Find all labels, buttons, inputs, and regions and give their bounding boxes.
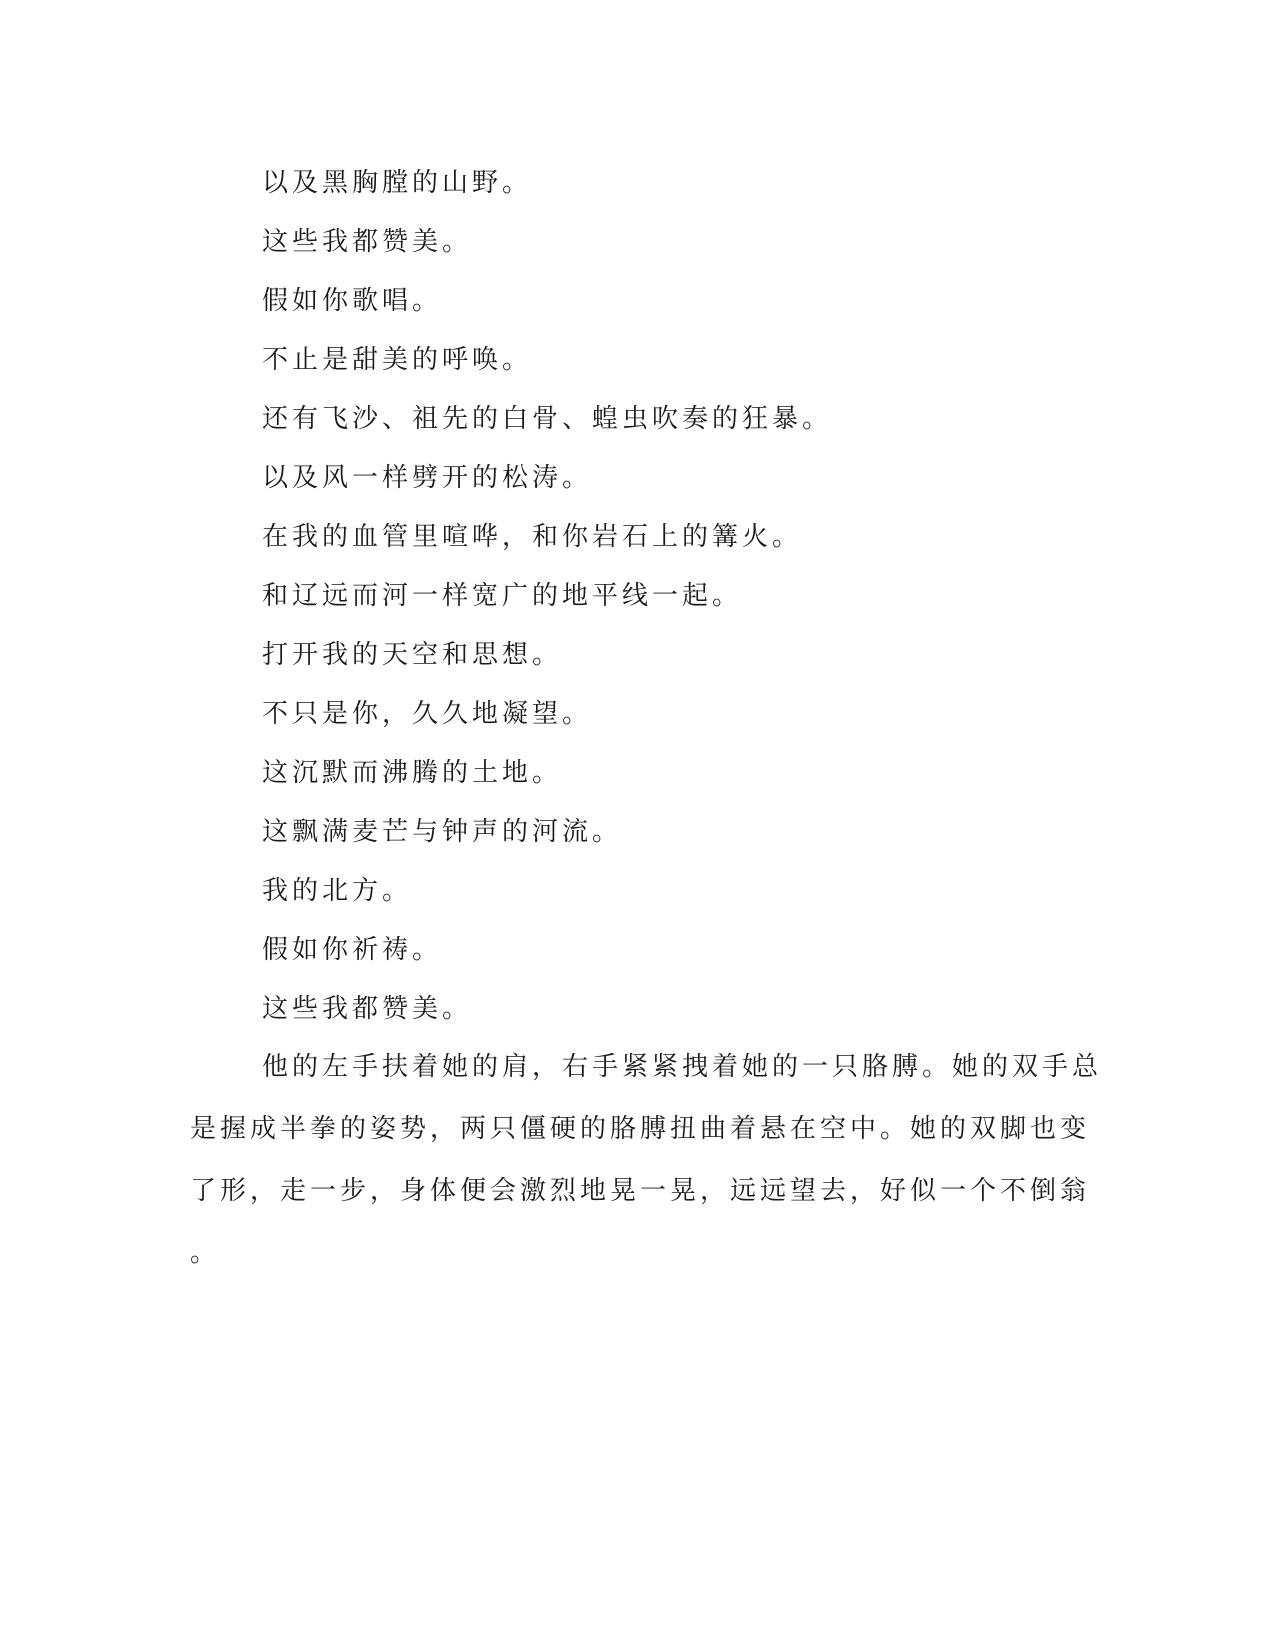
verse-line: 以及风一样劈开的松涛。 [262, 463, 593, 493]
verse-line: 和辽远而河一样宽广的地平线一起。 [262, 581, 743, 611]
verse-line: 我的北方。 [262, 876, 413, 906]
prose-line: 了形，走一步，身体便会激烈地晃一晃，远远望去，好似一个不倒翁 [190, 1176, 1091, 1206]
verse-line: 假如你祈祷。 [262, 935, 443, 965]
verse-line: 这飘满麦芒与钟声的河流。 [262, 817, 623, 847]
prose-line: 是握成半拳的姿势，两只僵硬的胳膊扭曲着悬在空中。她的双脚也变 [190, 1114, 1091, 1144]
verse-line: 这些我都赞美。 [262, 227, 473, 257]
prose-paragraph [190, 1036, 1103, 1284]
verse-line: 假如你歌唱。 [262, 286, 443, 316]
verse-line: 以及黑胸膛的山野。 [262, 168, 533, 198]
verse-line: 这些我都赞美。 [262, 994, 473, 1024]
verse-line: 还有飞沙、祖先的白骨、蝗虫吹奏的狂暴。 [262, 404, 833, 434]
verse-line: 不止是甜美的呼唤。 [262, 345, 533, 375]
verse-line: 这沉默而沸腾的土地。 [262, 758, 563, 788]
verse-line: 不只是你，久久地凝望。 [262, 699, 593, 729]
verse-line: 在我的血管里喧哗，和你岩石上的篝火。 [262, 522, 803, 552]
prose-line: 他的左手扶着她的肩，右手紧紧拽着她的一只胳膊。她的双手总 [262, 1052, 1103, 1082]
verse-line: 打开我的天空和思想。 [262, 640, 563, 670]
prose-line: 。 [190, 1238, 221, 1268]
